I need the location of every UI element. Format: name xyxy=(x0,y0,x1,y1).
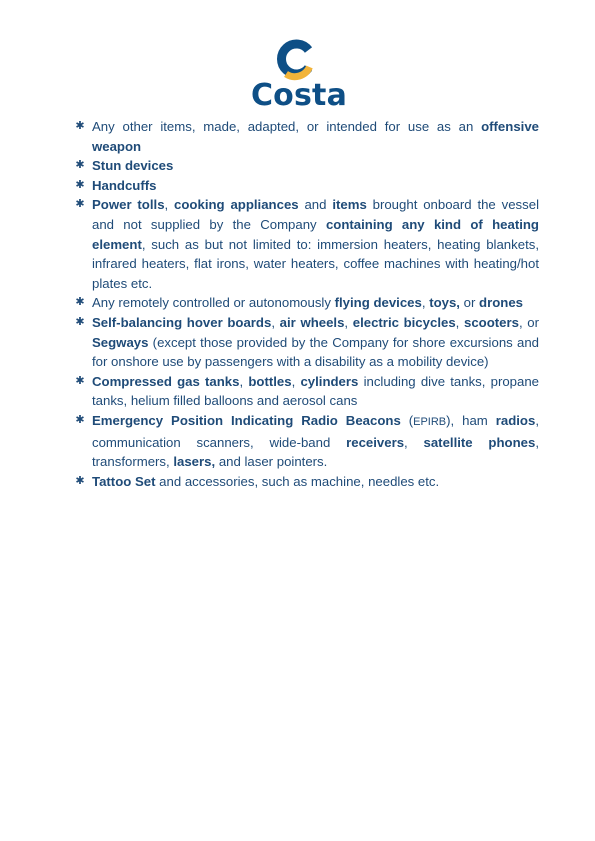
eight-spoked-asterisk-icon: ✱ xyxy=(75,315,85,328)
item-bold-text: scooters xyxy=(463,314,519,330)
item-bold-text: electric bicycles xyxy=(352,314,456,330)
item-bold-text: flying devices xyxy=(334,295,422,311)
eight-spoked-asterisk-icon: ✱ xyxy=(75,159,85,172)
item-bold-text: Tattoo Set xyxy=(92,473,156,489)
costa-logo xyxy=(246,38,352,114)
item-text: (except those provided by the Company for shore excursions and for onshore use by passengers with a disability as a mobility device) xyxy=(92,334,539,370)
item-bold-text: air wheels xyxy=(279,314,345,330)
list-item xyxy=(74,372,539,411)
item-text: ), ham xyxy=(446,412,496,428)
item-bold-text: Compressed gas tanks xyxy=(92,373,240,389)
item-bold-text: containing any kind of heating element xyxy=(92,216,539,252)
item-bold-text: offensive weapon xyxy=(92,119,539,154)
item-text: , xyxy=(164,197,175,213)
item-bold-text: drones xyxy=(479,295,523,311)
item-text: , xyxy=(239,373,249,389)
item-text: brought onboard the vessel and not supplied by the Company xyxy=(92,197,539,232)
item-bold-text: bottles xyxy=(248,373,292,389)
list-item xyxy=(74,117,539,156)
item-bold-text: cylinders xyxy=(300,373,359,389)
item-bold-text: Power tolls xyxy=(92,197,165,213)
eight-spoked-asterisk-icon: ✱ xyxy=(75,474,85,487)
eight-spoked-asterisk-icon: ✱ xyxy=(75,374,85,387)
item-text: , or xyxy=(518,314,540,330)
item-bold-text: toys, xyxy=(429,295,460,311)
list-item xyxy=(74,472,539,492)
item-text: and accessories, such as machine, needles etc. xyxy=(155,473,440,489)
eight-spoked-asterisk-icon: ✱ xyxy=(75,120,85,132)
item-small-text: EPIRB xyxy=(413,415,447,428)
item-text: , xyxy=(421,295,430,311)
prohibited-items-list xyxy=(74,117,539,491)
item-text: , xyxy=(404,434,424,450)
eight-spoked-asterisk-icon: ✱ xyxy=(75,198,85,211)
item-text: , transformers, xyxy=(92,434,539,470)
list-item xyxy=(74,195,539,293)
item-text: , xyxy=(455,314,464,330)
item-bold-text: Stun devices xyxy=(92,158,174,174)
item-bold-text: radios xyxy=(495,412,536,428)
item-text: and laser pointers. xyxy=(215,454,328,470)
list-item xyxy=(74,176,539,196)
item-bold-text: cooking appliances xyxy=(174,197,299,213)
item-bold-text: lasers, xyxy=(173,454,216,470)
item-bold-text: items xyxy=(332,197,367,213)
item-bold-text: Emergency Position Indicating Radio Beacons xyxy=(92,412,401,428)
item-text: and xyxy=(298,197,333,213)
costa-logo-text: Costa xyxy=(250,78,348,113)
eight-spoked-asterisk-icon: ✱ xyxy=(75,178,85,191)
eight-spoked-asterisk-icon: ✱ xyxy=(75,413,85,426)
item-bold-text: Self-balancing hover boards xyxy=(92,314,272,330)
item-text: , such as but not limited to: immersion heaters, heating blankets, infrared heaters, flat irons, water heaters, coffee machines with heating/hot plates etc. xyxy=(92,236,539,291)
list-item xyxy=(74,411,539,472)
list-item xyxy=(74,156,539,176)
item-bold-text: Segways xyxy=(92,334,149,350)
item-text: Any remotely controlled or autonomously xyxy=(92,295,335,311)
item-text: including dive tanks, propane tanks, helium filled balloons and aerosol cans xyxy=(92,373,540,409)
eight-spoked-asterisk-icon: ✱ xyxy=(75,296,85,309)
item-bold-text: satellite phones xyxy=(423,434,536,450)
item-text: or xyxy=(459,295,480,311)
item-bold-text: receivers xyxy=(346,434,405,450)
item-text: ( xyxy=(400,412,414,428)
item-text: , xyxy=(271,314,280,330)
item-bold-text: Handcuffs xyxy=(92,177,157,193)
list-item xyxy=(74,313,539,372)
item-text: , communication scanners, wide-band xyxy=(92,412,539,450)
item-text: , xyxy=(344,314,353,330)
item-text: Any other items, made, adapted, or intended for use as an xyxy=(92,119,482,134)
list-item xyxy=(74,293,539,313)
item-text: , xyxy=(291,373,301,389)
